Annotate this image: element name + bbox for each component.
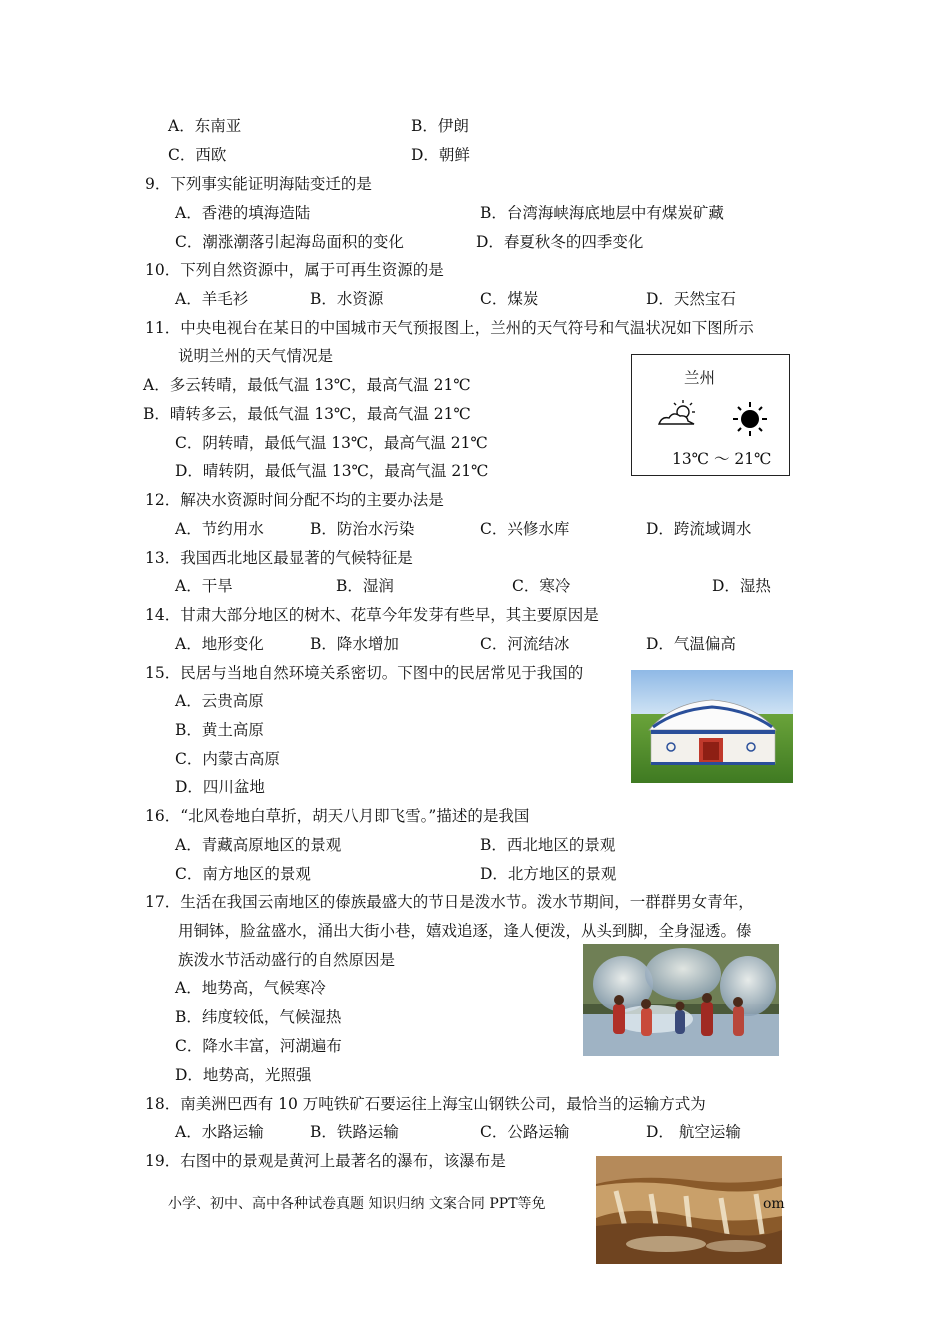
q12-option-a: A．节约用水 bbox=[175, 520, 264, 538]
q16-option-c: C．南方地区的景观 bbox=[175, 865, 311, 883]
yurt-photo bbox=[631, 670, 793, 783]
q15-option-c: C．内蒙古高原 bbox=[175, 750, 280, 768]
question-9: 9．下列事实能证明海陆变迁的是 bbox=[145, 175, 372, 193]
q14-option-a: A．地形变化 bbox=[175, 635, 264, 653]
q10-option-b: B．水资源 bbox=[310, 290, 384, 308]
q10-option-a: A．羊毛衫 bbox=[175, 290, 249, 308]
q17-option-b: B．纬度较低，气候湿热 bbox=[175, 1008, 342, 1026]
q11-option-d: D．晴转阴，最低气温 13℃，最高气温 21℃ bbox=[175, 462, 489, 480]
q18-option-a: A．水路运输 bbox=[175, 1123, 264, 1141]
q9-option-d: D．春夏秋冬的四季变化 bbox=[476, 233, 644, 251]
weather-forecast-box bbox=[631, 354, 790, 476]
question-11-line-1: 11．中央电视台在某日的中国城市天气预报图上，兰州的天气符号和气温状况如下图所示 bbox=[145, 319, 754, 337]
q15-option-a: A．云贵高原 bbox=[175, 692, 264, 710]
question-15: 15．民居与当地自然环境关系密切。下图中的民居常见于我国的 bbox=[145, 664, 584, 682]
q18-option-d: D． 航空运输 bbox=[646, 1123, 741, 1141]
weather-city: 兰州 bbox=[684, 369, 716, 387]
q15-option-d: D．四川盆地 bbox=[175, 778, 265, 796]
q11-option-a: A．多云转晴，最低气温 13℃，最高气温 21℃ bbox=[143, 376, 471, 394]
question-17-line-3: 族泼水节活动盛行的自然原因是 bbox=[178, 951, 396, 969]
q18-option-c: C．公路运输 bbox=[480, 1123, 570, 1141]
q10-option-c: C．煤炭 bbox=[480, 290, 539, 308]
q14-option-d: D．气温偏高 bbox=[646, 635, 736, 653]
q8-option-a: A．东南亚 bbox=[168, 117, 242, 135]
q12-option-d: D．跨流域调水 bbox=[646, 520, 752, 538]
q16-option-a: A．青藏高原地区的景观 bbox=[175, 836, 342, 854]
q9-option-b: B．台湾海峡海底地层中有煤炭矿藏 bbox=[480, 204, 724, 222]
q17-option-a: A．地势高，气候寒冷 bbox=[175, 979, 326, 997]
q13-option-b: B．湿润 bbox=[336, 577, 394, 595]
q14-option-c: C．河流结冰 bbox=[480, 635, 570, 653]
question-19: 19．右图中的景观是黄河上最著名的瀑布，该瀑布是 bbox=[145, 1152, 506, 1170]
q16-option-b: B．西北地区的景观 bbox=[480, 836, 616, 854]
q17-option-d: D．地势高，光照强 bbox=[175, 1066, 312, 1084]
partly-cloudy-icon bbox=[656, 397, 702, 431]
water-festival-photo bbox=[583, 944, 779, 1056]
q15-option-b: B．黄土高原 bbox=[175, 721, 264, 739]
q10-option-d: D．天然宝石 bbox=[646, 290, 736, 308]
q14-option-b: B．降水增加 bbox=[310, 635, 399, 653]
q16-option-d: D．北方地区的景观 bbox=[480, 865, 617, 883]
q17-option-c: C．降水丰富，河湖遍布 bbox=[175, 1037, 342, 1055]
q12-option-b: B．防治水污染 bbox=[310, 520, 415, 538]
q8-option-b: B．伊朗 bbox=[411, 117, 469, 135]
q13-option-d: D．湿热 bbox=[712, 577, 771, 595]
q12-option-c: C．兴修水库 bbox=[480, 520, 570, 538]
question-10: 10．下列自然资源中，属于可再生资源的是 bbox=[145, 261, 444, 279]
question-14: 14．甘肃大部分地区的树木、花草今年发芽有些早，其主要原因是 bbox=[145, 606, 599, 624]
question-13: 13．我国西北地区最显著的气候特征是 bbox=[145, 549, 413, 567]
weather-temperature-range: 13℃ ～ 21℃ bbox=[672, 450, 772, 468]
question-17-line-1: 17．生活在我国云南地区的傣族最盛大的节日是泼水节。泼水节期间，一群群男女青年， bbox=[145, 893, 754, 911]
question-16: 16．“北风卷地白草折，胡天八月即飞雪。”描述的是我国 bbox=[145, 807, 530, 825]
q9-option-a: A．香港的填海造陆 bbox=[175, 204, 311, 222]
question-17-line-2: 用铜钵，脸盆盛水，涌出大街小巷，嬉戏追逐，逢人便泼，从头到脚，全身湿透。傣 bbox=[178, 922, 752, 940]
question-12: 12．解决水资源时间分配不均的主要办法是 bbox=[145, 491, 444, 509]
q18-option-b: B．铁路运输 bbox=[310, 1123, 399, 1141]
q8-option-d: D．朝鲜 bbox=[411, 146, 470, 164]
q13-option-c: C．寒冷 bbox=[512, 577, 571, 595]
q13-option-a: A．干旱 bbox=[175, 577, 233, 595]
footer-text-tail: om bbox=[763, 1196, 785, 1212]
waterfall-photo bbox=[596, 1156, 782, 1264]
question-18: 18．南美洲巴西有 10 万吨铁矿石要运往上海宝山钢铁公司，最恰当的运输方式为 bbox=[145, 1095, 706, 1113]
footer-text: 小学、初中、高中各种试卷真题 知识归纳 文案合同 PPT等免 bbox=[168, 1196, 546, 1212]
sun-icon bbox=[732, 401, 768, 437]
q9-option-c: C．潮涨潮落引起海岛面积的变化 bbox=[175, 233, 404, 251]
q11-option-c: C．阴转晴，最低气温 13℃，最高气温 21℃ bbox=[175, 434, 488, 452]
q8-option-c: C．西欧 bbox=[168, 146, 227, 164]
q11-option-b: B．晴转多云，最低气温 13℃，最高气温 21℃ bbox=[143, 405, 471, 423]
question-11-line-2: 说明兰州的天气情况是 bbox=[178, 347, 334, 365]
